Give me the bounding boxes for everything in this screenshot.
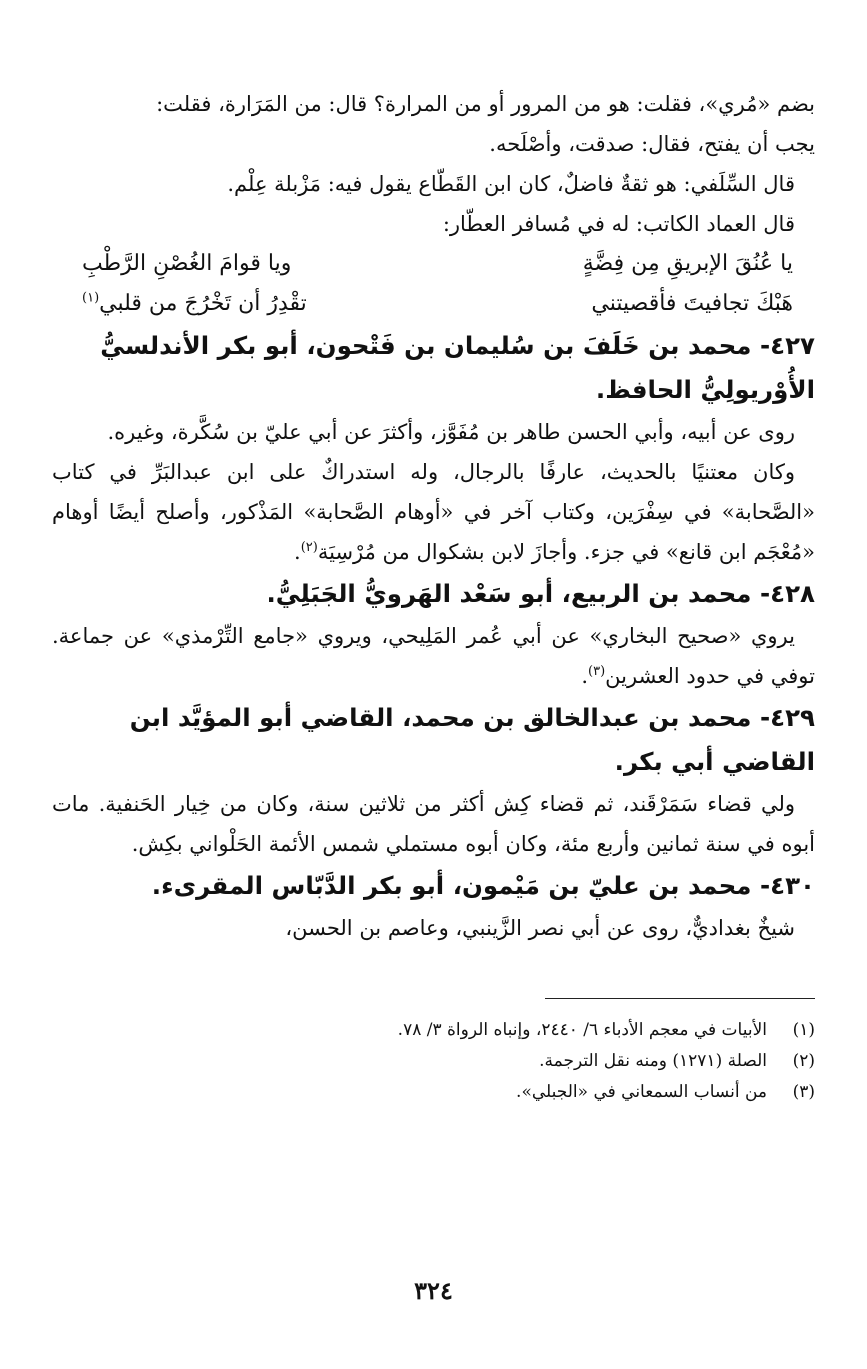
footnote-1: [52, 1015, 815, 1046]
footnote-text: الصلة (١٢٧١) ومنه نقل الترجمة.: [539, 1051, 767, 1071]
footnote-number: (١): [792, 1020, 815, 1040]
entry-430-paragraph-1: شيخٌ بغداديٌّ، روى عن أبي نصر الزَّينبي، وعاصم بن الحسن،: [285, 916, 795, 940]
entry-428-heading: ٤٢٨- محمد بن الربيع، أبو سَعْد الهَرويُّ الجَبَلِيُّ.: [266, 579, 815, 608]
footnote-text: من أنساب السمعاني في «الجبلي».: [516, 1082, 767, 1102]
footnotes: [52, 1015, 815, 1108]
verse-line-2: [52, 284, 793, 324]
verse-1-first-hemistich: يا عُنُقَ الإبريقِ مِن فِضَّةٍ: [582, 251, 793, 276]
entry-429-heading: ٤٢٩- محمد بن عبدالخالق بن محمد، القاضي أبو المؤيَّد ابن القاضي أبي بكر.: [129, 703, 815, 776]
continuation-line-2: يجب أن يفتح، فقال: صدقت، وأصْلَحه.: [489, 132, 815, 156]
silafi-quote: قال السِّلَفي: هو ثقةٌ فاضلٌ، كان ابن القَطّاع يقول فيه: مَزْبلة عِلْم.: [227, 172, 795, 196]
footnote-text: الأبيات في معجم الأدباء ٦/ ٢٤٤٠، وإنباه الرواة ٣/ ٧٨.: [397, 1020, 767, 1040]
verse-1-second-hemistich: ويا قوامَ الغُصْنِ الرَّطْبِ: [82, 251, 292, 276]
verse-line-1: [52, 244, 793, 284]
entry-429-paragraph-1: ولي قضاء سَمَرْقَند، ثم قضاء كِش أكثر من ثلاثين سنة، وكان من خِيار الحَنفية. مات أبوه في سنة ثمانين وأربع مئة، وكان أبوه مستملي شمس الأئمة الحَلْواني بكِش.: [52, 792, 815, 856]
imad-quote: قال العماد الكاتب: له في مُسافر العطّار:: [442, 212, 795, 236]
continuation-line-1: بضم «مُري»، فقلت: هو من المرور أو من المرارة؟ قال: من المَرَارة، فقلت:: [156, 92, 815, 116]
footnote-number: (٣): [792, 1082, 815, 1102]
entry-427-paragraph-2: وكان معتنيًا بالحديث، عارفًا بالرجال، وله استدراكٌ على ابن عبدالبَرِّ في كتاب «الصَّحابة» في سِفْرَين، وكتاب آخر في «أوهام الصَّحابة» المَذْكور، وأصلح أيضًا أوهام «مُعْجَم ابن قانع» في جزء. وأجازَ لابن بشكوال من مُرْسِيَة$^{(٢)}$.: [52, 460, 815, 564]
page-number: ٣٢٤: [414, 1276, 453, 1305]
footnote-ref-1: (١): [82, 290, 100, 306]
main-text: [52, 84, 815, 948]
entry-428-paragraph-1: يروي «صحيح البخاري» عن أبي عُمر المَلِيحي، ويروي «جامع التِّرْمذي» عن جماعة. توفي في حدود العشرين$^{(٣)}$.: [52, 624, 815, 688]
footnote-3: [52, 1077, 815, 1108]
verse-2-first-hemistich: هَبْكَ تجافيتَ فأقصيتني: [591, 291, 793, 316]
footnote-separator: [545, 998, 815, 999]
footnote-ref-2: (٢): [300, 540, 318, 555]
verse-2-second-hemistich: تقْدِرُ أن تَخْرُجَ من قلبي$^{(١)}$: [82, 290, 307, 316]
entry-430-heading: ٤٣٠- محمد بن عليّ بن مَيْمون، أبو بكر الدَّبّاس المقرىء.: [151, 871, 815, 900]
footnote-2: [52, 1046, 815, 1077]
entry-427-paragraph-1: روى عن أبيه، وأبي الحسن طاهر بن مُفَوَّز، وأكثرَ عن أبي عليّ بن سُكَّرة، وغيره.: [107, 420, 795, 444]
entry-427-heading: ٤٢٧- محمد بن خَلَفَ بن سُليمان بن فَتْحون، أبو بكر الأندلسيُّ الأُوْريولِيُّ الحافظ.: [100, 331, 815, 404]
footnote-ref-3: (٣): [588, 664, 606, 679]
footnote-number: (٢): [792, 1051, 815, 1071]
